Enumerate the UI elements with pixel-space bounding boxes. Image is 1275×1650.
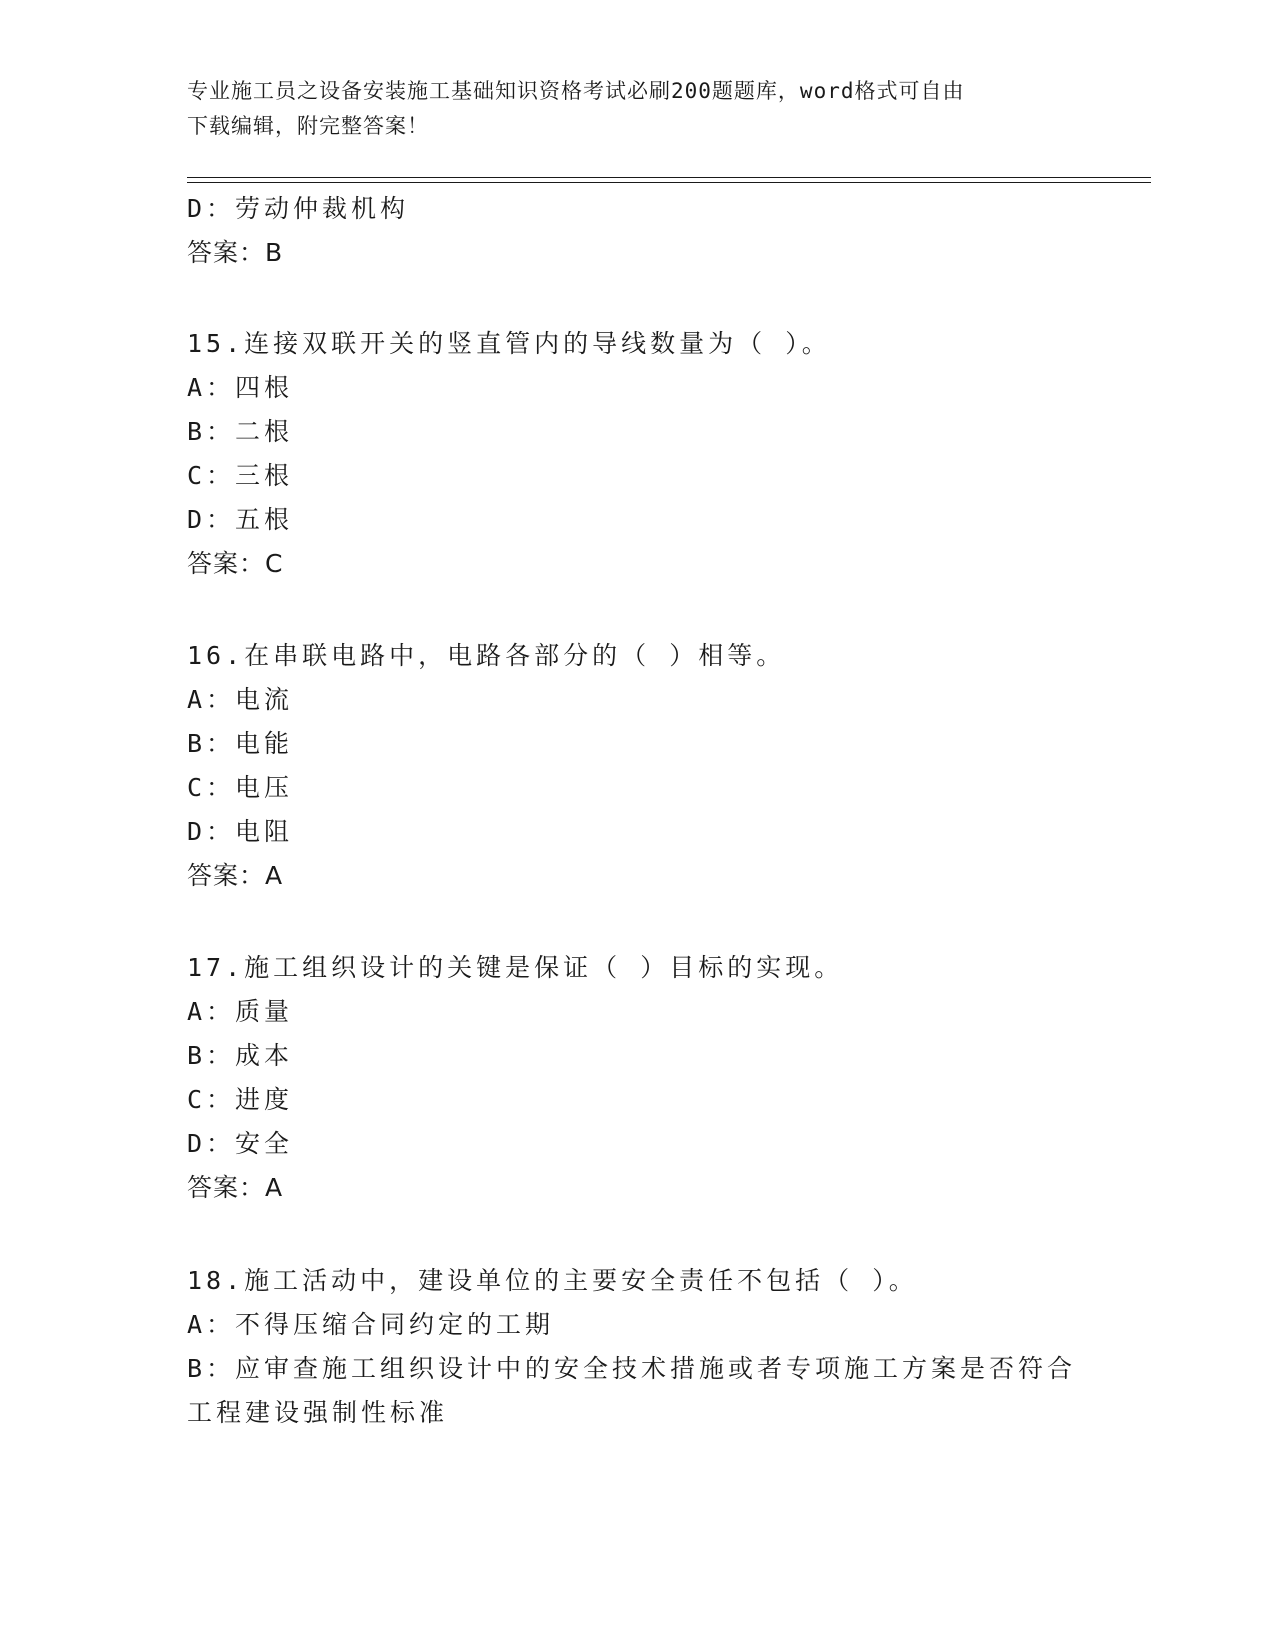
question-17-answer: 答案：A xyxy=(187,1173,284,1202)
question-16-option-c: C：电压 xyxy=(187,773,294,802)
question-17-option-c: C：进度 xyxy=(187,1085,294,1114)
question-16-answer: 答案：A xyxy=(187,861,284,890)
question-18-stem: 18.施工活动中，建设单位的主要安全责任不包括（ ）。 xyxy=(187,1266,918,1295)
question-17-option-b: B：成本 xyxy=(187,1041,294,1070)
question-16-option-d: D：电阻 xyxy=(187,817,294,846)
question-17-option-d: D：安全 xyxy=(187,1129,294,1158)
question-16-stem: 16.在串联电路中，电路各部分的（ ）相等。 xyxy=(187,641,786,670)
question-15-option-d: D：五根 xyxy=(187,505,294,534)
question-15-option-c: C：三根 xyxy=(187,461,294,490)
question-16-option-a: A：电流 xyxy=(187,685,294,714)
header-line-2: 下载编辑，附完整答案！ xyxy=(187,114,429,138)
question-17-option-a: A：质量 xyxy=(187,997,294,1026)
question-15-answer: 答案：C xyxy=(187,549,284,578)
question-16-option-b: B：电能 xyxy=(187,729,294,758)
header-rule-bottom xyxy=(187,182,1151,183)
question-15-stem: 15.连接双联开关的竖直管内的导线数量为（ ）。 xyxy=(187,329,831,358)
document-header xyxy=(187,74,1067,144)
question-18-option-a: A：不得压缩合同约定的工期 xyxy=(187,1310,555,1339)
question-17-stem: 17.施工组织设计的关键是保证（ ）目标的实现。 xyxy=(187,953,844,982)
question-18-option-b: B：应审查施工组织设计中的安全技术措施或者专项施工方案是否符合 xyxy=(187,1354,1077,1383)
prev-option-d: D：劳动仲裁机构 xyxy=(187,194,410,223)
header-line-1: 专业施工员之设备安装施工基础知识资格考试必刷200题题库，word格式可自由 xyxy=(187,79,965,103)
question-15-option-a: A：四根 xyxy=(187,373,294,402)
header-rule-top xyxy=(187,177,1151,178)
prev-answer: 答案：B xyxy=(187,238,284,267)
question-15-option-b: B：二根 xyxy=(187,417,294,446)
question-18-option-b-continued: 工程建设强制性标准 xyxy=(187,1398,449,1427)
